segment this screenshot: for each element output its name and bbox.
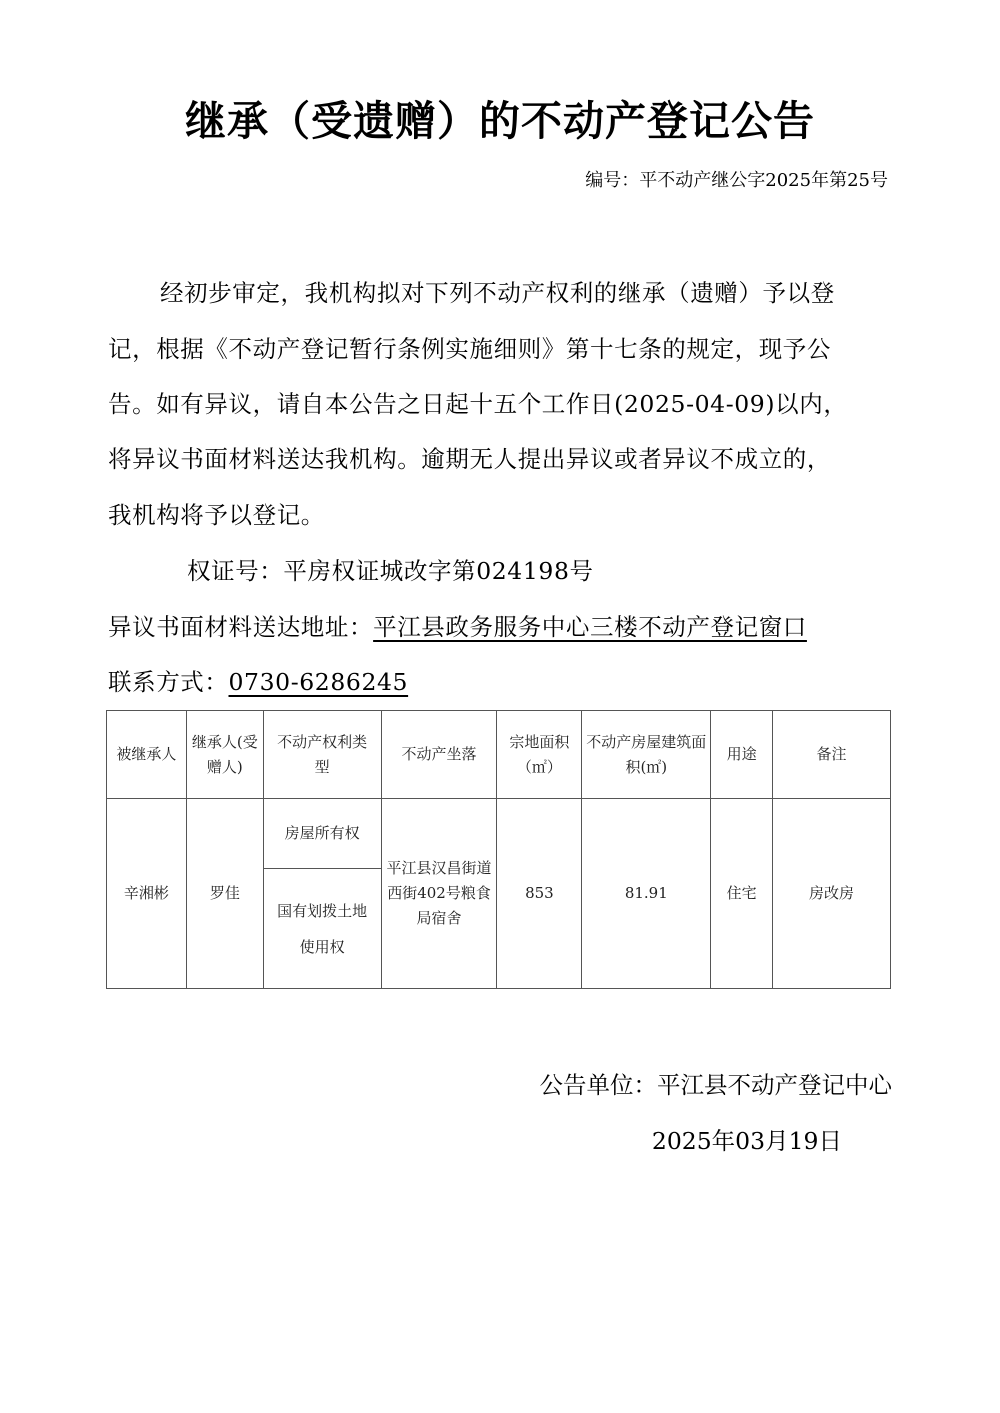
address-value: 平江县政务服务中心三楼不动产登记窗口 — [373, 613, 807, 641]
address-row — [108, 608, 807, 642]
body-line: 记，根据《不动产登记暂行条例实施细则》第十七条的规定，现予公 — [108, 335, 831, 363]
contact-label: 联系方式： — [108, 668, 229, 696]
issuer: 公告单位：平江县不动产登记中心 — [539, 1071, 892, 1099]
header-note: 备注 — [773, 711, 891, 799]
header-heir: 继承人(受赠人) — [186, 711, 263, 799]
body-line: 经初步审定，我机构拟对下列不动产权利的继承（遗赠）予以登 — [160, 279, 835, 307]
header-building-area: 不动产房屋建筑面积(㎡) — [582, 711, 711, 799]
issue-date: 2025年03月19日 — [651, 1127, 842, 1155]
page-title: 继承（受遗赠）的不动产登记公告 — [185, 97, 815, 145]
header-location: 不动产坐落 — [381, 711, 497, 799]
body-line: 我机构将予以登记。 — [108, 501, 325, 529]
cell-right-type: 国有划拨土地使用权 — [263, 869, 381, 989]
cell-decedent: 辛湘彬 — [107, 799, 187, 989]
cell-right-type: 房屋所有权 — [263, 799, 381, 869]
header-land-area: 宗地面积（㎡） — [497, 711, 582, 799]
header-use: 用途 — [711, 711, 773, 799]
certificate-number: 权证号：平房权证城改字第024198号 — [187, 557, 594, 585]
document-number: 编号：平不动产继公字2025年第25号 — [585, 170, 888, 191]
cell-building-area: 81.91 — [582, 799, 711, 989]
header-decedent: 被继承人 — [107, 711, 187, 799]
property-table — [106, 710, 891, 989]
contact-row — [108, 663, 408, 697]
header-right-type: 不动产权利类 型 — [263, 711, 381, 799]
body-line: 告。如有异议，请自本公告之日起十五个工作日(2025-04-09)以内， — [108, 390, 848, 418]
cell-land-area: 853 — [497, 799, 582, 989]
cell-note: 房改房 — [773, 799, 891, 989]
cell-location: 平江县汉昌街道西街402号粮食局宿舍 — [381, 799, 497, 989]
table-row — [107, 799, 891, 869]
address-label: 异议书面材料送达地址： — [108, 613, 374, 641]
table-header-row — [107, 711, 891, 799]
contact-value: 0730-6286245 — [228, 668, 409, 696]
cell-use: 住宅 — [711, 799, 773, 989]
cell-heir: 罗佳 — [186, 799, 263, 989]
body-line: 将异议书面材料送达我机构。逾期无人提出异议或者异议不成立的， — [108, 445, 831, 473]
